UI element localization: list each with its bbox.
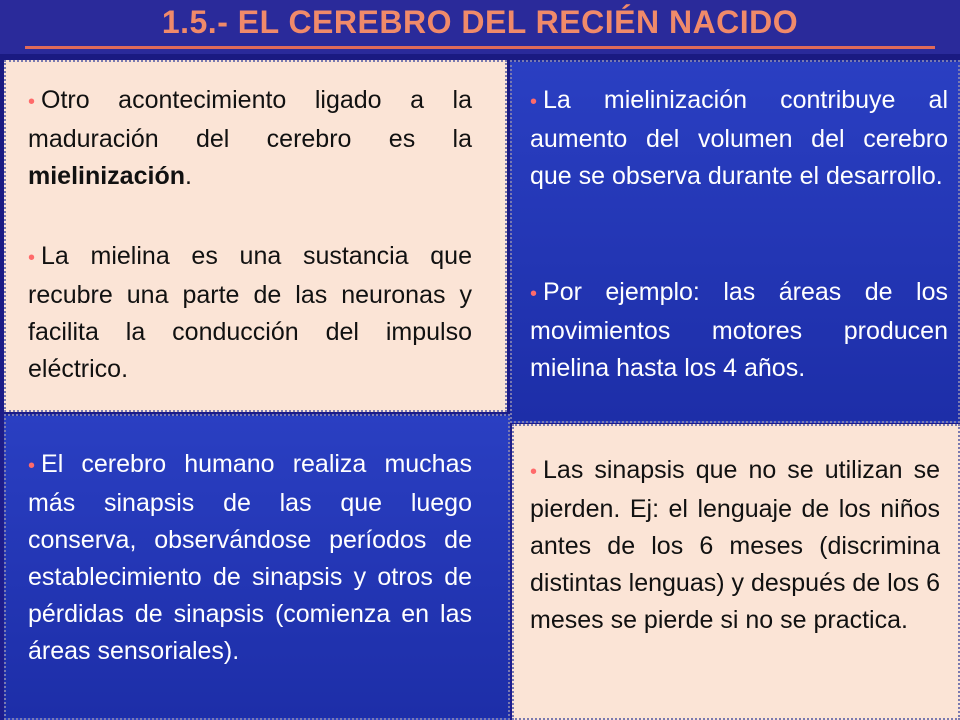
title-underline	[25, 46, 935, 49]
paragraph-mielinizacion	[28, 82, 472, 195]
slide-title: 1.5.- EL CEREBRO DEL RECIÉN NACIDO	[161, 4, 799, 40]
paragraph-text: Otro acontecimiento ligado a la maduración del cerebro es la	[28, 86, 472, 153]
paragraph-perdida-sinapsis	[530, 452, 940, 639]
emphasis-term: mielinización	[28, 162, 185, 190]
paragraph-sinapsis	[28, 446, 472, 670]
paragraph-text: La mielinización contribuye al aumento del volumen del cerebro que se observa durante el desarrollo.	[530, 86, 948, 190]
paragraph-ejemplo	[530, 274, 948, 387]
paragraph-text: La mielina es una sustancia que recubre una parte de las neuronas y facilita la conducción del impulso eléctrico.	[28, 242, 472, 383]
paragraph-text: Las sinapsis que no se utilizan se pierden. Ej: el lenguaje de los niños antes de los 6 meses (discrimina distintas lenguas) y después de los 6 meses se pierde si no se practica.	[530, 456, 940, 634]
paragraph-text: Por ejemplo: las áreas de los movimientos motores producen mielina hasta los 4 años.	[530, 278, 948, 382]
bullet-icon: •	[28, 247, 36, 269]
paragraph-mielina	[28, 238, 472, 388]
bullet-icon: •	[28, 455, 36, 477]
paragraph-volumen	[530, 82, 948, 195]
paragraph-text: El cerebro humano realiza muchas más sinapsis de las que luego conserva, observándose períodos de establecimiento de sinapsis y otros de pérdidas de sinapsis (comienza en las áreas sensoriales).	[28, 450, 472, 665]
paragraph-end: .	[184, 162, 192, 190]
bullet-icon: •	[530, 461, 538, 483]
bullet-icon: •	[28, 91, 36, 113]
bullet-icon: •	[530, 91, 538, 113]
bullet-icon: •	[530, 283, 538, 305]
